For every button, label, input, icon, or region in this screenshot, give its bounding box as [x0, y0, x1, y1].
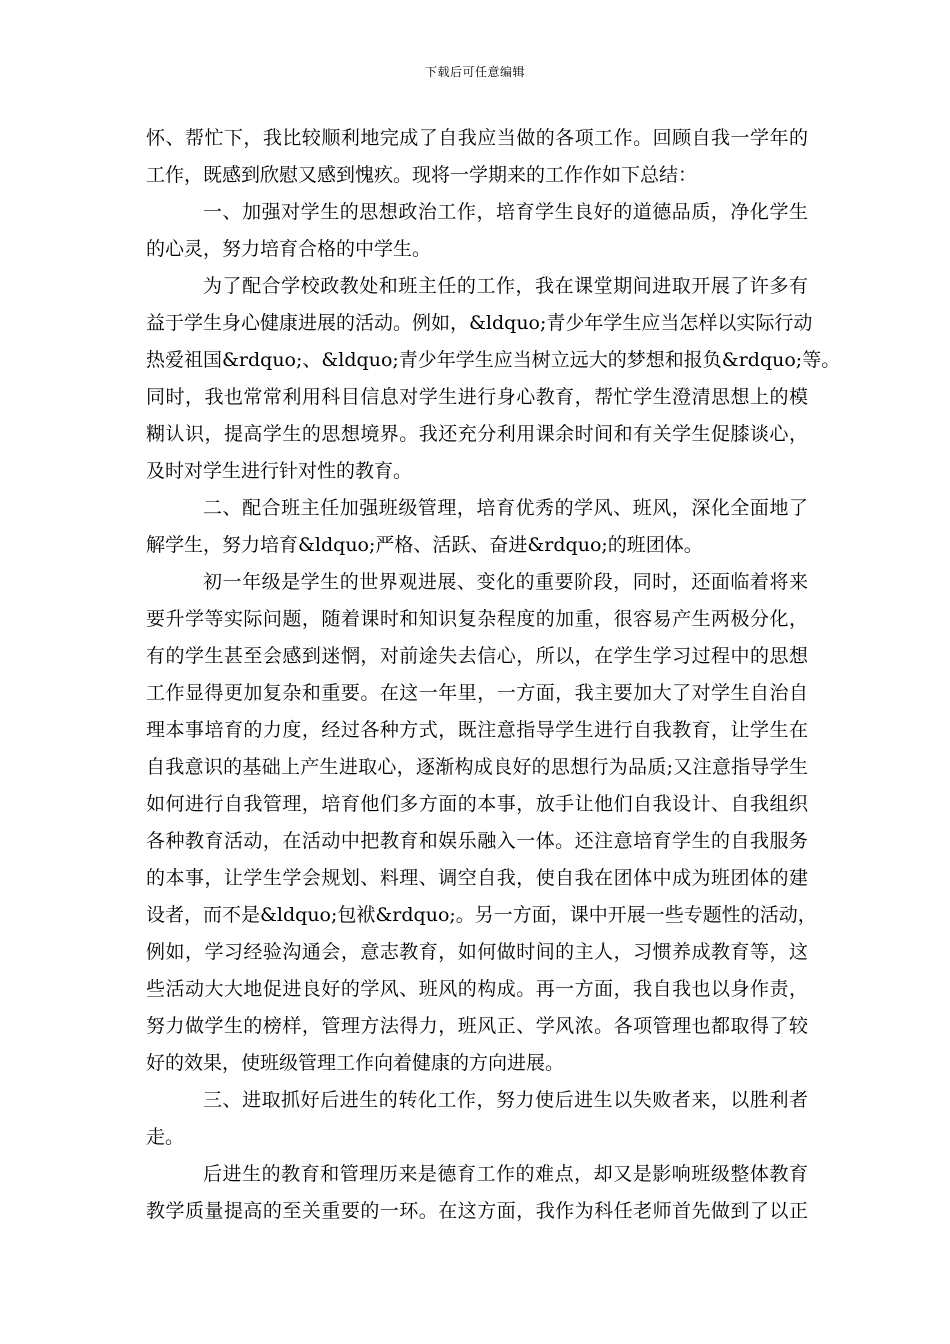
text-line: 的心灵，努力培育合格的中学生。 [146, 238, 432, 260]
text-line: 工作显得更加复杂和重要。在这一年里，一方面，我主要加大了对学生自治自 [146, 682, 808, 704]
text-line: 为了配合学校政教处和班主任的工作，我在课堂期间进取开展了许多有 [203, 275, 808, 297]
text-line: 教学质量提高的至关重要的一环。在这方面，我作为科任老师首先做到了以正 [146, 1200, 808, 1222]
text-line: 解学生，努力培育&ldquo;严格、活跃、奋进&rdquo;的班团体。 [146, 534, 703, 556]
text-line: 一、加强对学生的思想政治工作，培育学生良好的道德品质，净化学生 [203, 201, 808, 223]
text-line: 工作，既感到欣慰又感到愧疚。现将一学期来的工作作如下总结： [146, 164, 698, 186]
page-header-note: 下载后可任意编辑 [424, 65, 525, 79]
text-line: 同时，我也常常利用科目信息对学生进行身心教育，帮忙学生澄清思想上的模 [146, 386, 808, 408]
text-line: 各种教育活动，在活动中把教育和娱乐融入一体。还注意培育学生的自我服务 [146, 830, 808, 852]
text-line: 糊认识，提高学生的思想境界。我还充分利用课余时间和有关学生促膝谈心， [146, 423, 808, 445]
text-line: 例如，学习经验沟通会，意志教育，如何做时间的主人，习惯养成教育等，这 [146, 941, 808, 963]
text-line: 三、进取抓好后进生的转化工作，努力使后进生以失败者来，以胜利者 [203, 1089, 808, 1111]
text-line: 有的学生甚至会感到迷惘，对前途失去信心，所以，在学生学习过程中的思想 [146, 645, 808, 667]
text-line: 走。 [146, 1126, 185, 1148]
text-line: 二、配合班主任加强班级管理，培育优秀的学风、班风，深化全面地了 [203, 497, 808, 519]
document-body [146, 120, 841, 1230]
text-line: 益于学生身心健康进展的活动。例如，&ldquo;青少年学生应当怎样以实际行动 [146, 312, 813, 334]
text-line: 的本事，让学生学会规划、料理、调空自我，使自我在团体中成为班团体的建 [146, 867, 808, 889]
text-line: 努力做学生的榜样，管理方法得力，班风正、学风浓。各项管理也都取得了较 [146, 1015, 808, 1037]
text-line: 怀、帮忙下，我比较顺利地完成了自我应当做的各项工作。回顾自我一学年的 [146, 127, 808, 149]
text-line: 些活动大大地促进良好的学风、班风的构成。再一方面，我自我也以身作责， [146, 978, 808, 1000]
text-line: 好的效果，使班级管理工作向着健康的方向进展。 [146, 1052, 565, 1074]
text-line: 后进生的教育和管理历来是德育工作的难点，却又是影响班级整体教育 [203, 1163, 808, 1185]
text-line: 要升学等实际问题，随着课时和知识复杂程度的加重，很容易产生两极分化， [146, 608, 808, 630]
text-line: 如何进行自我管理，培育他们多方面的本事，放手让他们自我设计、自我组织 [146, 793, 808, 815]
text-line: 及时对学生进行针对性的教育。 [146, 460, 413, 482]
text-line: 理本事培育的力度，经过各种方式，既注意指导学生进行自我教育，让学生在 [146, 719, 808, 741]
text-line: 初一年级是学生的世界观进展、变化的重要阶段，同时，还面临着将来 [203, 571, 808, 593]
text-line: 设者，而不是&ldquo;包袱&rdquo;。另一方面，课中开展一些专题性的活动， [146, 904, 817, 926]
text-line: 自我意识的基础上产生进取心，逐渐构成良好的思想行为品质;又注意指导学生 [146, 756, 808, 778]
text-line: 热爱祖国&rdquo;、&ldquo;青少年学生应当树立远大的梦想和报负&rdquo;等。 [146, 349, 841, 371]
